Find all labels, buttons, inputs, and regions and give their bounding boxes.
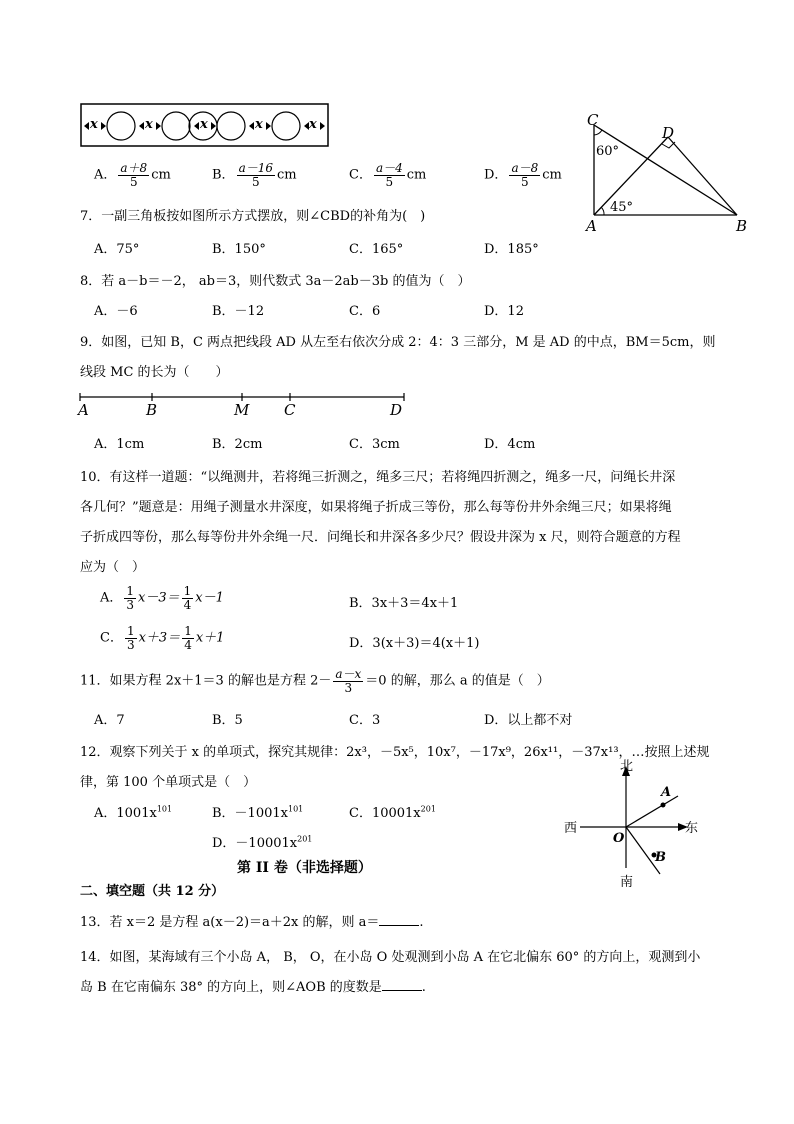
q6-option-b[interactable]: B． $\frac{a-16}{5}$ cm bbox=[212, 161, 297, 189]
label-B: B bbox=[736, 217, 748, 235]
q9-option-b[interactable]: B．2cm bbox=[212, 437, 263, 452]
q12-option-a[interactable]: A．$1001x^{101}$ bbox=[94, 804, 173, 821]
q8-option-a[interactable]: A．－6 bbox=[94, 304, 138, 319]
q9-stem-line1: 9．如图，已知 B，C 两点把线段 AD 从左至右依次分成 2：4：3 三部分，M 是 AD 的中点，BM＝5cm，则 bbox=[80, 335, 716, 350]
q12-stem-line2: 律，第 100 个单项式是（ ） bbox=[80, 775, 257, 790]
q9-option-a[interactable]: A．1cm bbox=[94, 437, 145, 452]
q10-option-d[interactable]: D．3(x＋3)＝4(x＋1) bbox=[349, 636, 480, 651]
q8-option-c[interactable]: C．6 bbox=[349, 304, 381, 319]
segment-figure bbox=[76, 390, 416, 420]
q12-option-d[interactable]: D．$-10001x^{201}$ bbox=[212, 834, 313, 851]
compass-north: 北 bbox=[620, 759, 634, 774]
q12-stem-line1: 12．观察下列关于 x 的单项式，探究其规律：2x³，－5x⁵，10x⁷，－17x⁹，26x¹¹，－37x¹³，…按照上述规 bbox=[80, 745, 710, 760]
seg-label-C: C bbox=[284, 401, 296, 419]
compass-B: B bbox=[655, 850, 666, 865]
compass-A: A bbox=[661, 785, 672, 800]
seg-label-M: M bbox=[234, 401, 250, 419]
compass-O: O bbox=[613, 831, 625, 846]
q12-option-b[interactable]: B．$-1001x^{101}$ bbox=[212, 804, 304, 821]
q10-stem-line3: 子折成四等份，那么每等份井外余绳一尺．问绳长和井深各多少尺？假设井深为 x 尺，则符合题意的方程 bbox=[80, 530, 681, 545]
compass-south: 南 bbox=[620, 875, 634, 890]
q10-option-a[interactable]: A． $\frac{1}{3}$ x－3＝ $\frac{1}{4}$ x－1 bbox=[100, 584, 224, 612]
q11-option-c[interactable]: C．3 bbox=[349, 713, 381, 728]
label-D: D bbox=[662, 124, 675, 142]
q10-option-c[interactable]: C． $\frac{1}{3}$ x＋3＝ $\frac{1}{4}$ x＋1 bbox=[100, 624, 225, 652]
angle-60-label: 60° bbox=[596, 144, 620, 159]
label-A: A bbox=[586, 217, 597, 235]
q10-option-b[interactable]: B．3x＋3＝4x＋1 bbox=[349, 596, 459, 611]
q11-option-d[interactable]: D．以上都不对 bbox=[484, 713, 573, 728]
strip-x-1: x bbox=[90, 117, 98, 132]
q14-stem-line2: 岛 B 在它南偏东 38° 的方向上，则∠AOB 的度数是 . bbox=[80, 980, 426, 995]
q12-option-c[interactable]: C．$10001x^{201}$ bbox=[349, 804, 436, 821]
q14-stem-line1: 14．如图，某海域有三个小岛 A， B， O，在小岛 O 处观测到小岛 A 在它北偏东 60° 的方向上，观测到小 bbox=[80, 950, 701, 965]
q11-option-b[interactable]: B．5 bbox=[212, 713, 243, 728]
q6-option-c[interactable]: C． $\frac{a-4}{5}$ cm bbox=[349, 161, 427, 189]
q7-option-b[interactable]: B．150° bbox=[212, 242, 266, 257]
q13-stem: 13．若 x＝2 是方程 a(x－2)＝a＋2x 的解，则 a＝ . bbox=[80, 915, 424, 930]
q8-option-b[interactable]: B．－12 bbox=[212, 304, 265, 319]
seg-label-D: D bbox=[390, 401, 403, 419]
strip-x-5: x bbox=[309, 117, 317, 132]
q10-stem-line1: 10．有这样一道题：“以绳测井，若将绳三折测之，绳多三尺；若将绳四折测之，绳多一尺，问绳长井深 bbox=[80, 470, 676, 485]
compass-figure bbox=[560, 758, 700, 892]
q7-stem: 7．一副三角板按如图所示方式摆放，则∠CBD的补角为( ) bbox=[80, 209, 426, 224]
strip-x-2: x bbox=[145, 117, 153, 132]
q11-stem: 11．如果方程 2x＋1＝3 的解也是方程 2－ $\frac{a-x}{3}$ ＝0 的解，那么 a 的值是（ ） bbox=[80, 667, 550, 695]
compass-east: 东 bbox=[685, 821, 699, 836]
q11-option-a[interactable]: A．7 bbox=[94, 713, 125, 728]
q8-stem: 8．若 a－b＝－2， ab＝3，则代数式 3a－2ab－3b 的值为（ ） bbox=[80, 274, 471, 289]
section2-title: 第 II 卷（非选择题） bbox=[237, 860, 372, 876]
q10-stem-line2: 各几何？”题意是：用绳子测量水井深度，如果将绳子折成三等份，那么每等份井外余绳三尺；如果将绳 bbox=[80, 500, 672, 515]
q9-option-d[interactable]: D．4cm bbox=[484, 437, 536, 452]
q9-stem-line2: 线段 MC 的长为（ ） bbox=[80, 365, 229, 380]
q8-option-d[interactable]: D．12 bbox=[484, 304, 524, 319]
strip-x-4: x bbox=[255, 117, 263, 132]
q7-option-d[interactable]: D．185° bbox=[484, 242, 539, 257]
q7-option-a[interactable]: A．75° bbox=[94, 242, 140, 257]
q14-answer-blank[interactable] bbox=[382, 978, 422, 991]
strip-x-3: x bbox=[200, 117, 208, 132]
q6-option-a[interactable]: A． $\frac{a+8}{5}$ cm bbox=[94, 161, 171, 189]
q7-option-c[interactable]: C．165° bbox=[349, 242, 404, 257]
label-C: C bbox=[587, 111, 599, 129]
seg-label-A: A bbox=[78, 401, 89, 419]
triangle-figure bbox=[580, 110, 755, 235]
q9-option-c[interactable]: C．3cm bbox=[349, 437, 400, 452]
q6-option-d[interactable]: D． $\frac{a-8}{5}$ cm bbox=[484, 161, 562, 189]
section2-head: 二、填空题（共 12 分） bbox=[80, 884, 225, 899]
seg-label-B: B bbox=[146, 401, 158, 419]
q13-answer-blank[interactable] bbox=[379, 913, 419, 926]
q10-stem-line4: 应为（ ） bbox=[80, 560, 146, 575]
angle-45-label: 45° bbox=[610, 200, 634, 215]
compass-west: 西 bbox=[564, 821, 578, 836]
